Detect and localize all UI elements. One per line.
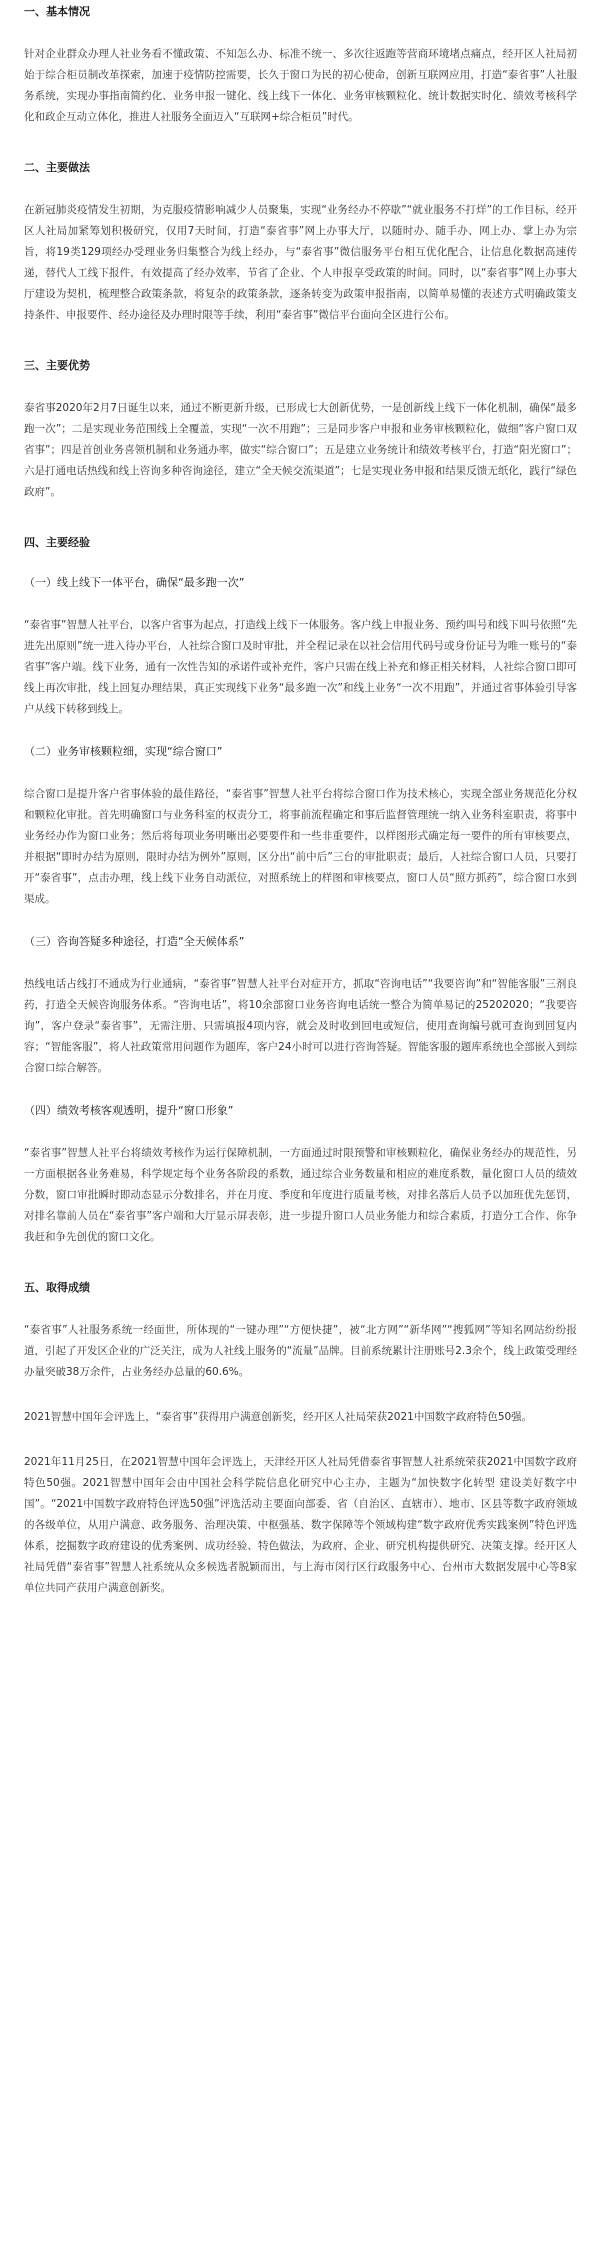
- section-heading-main-experience: 四、主要经验: [24, 536, 90, 549]
- main-advantages-paragraph: 泰省事2020年2月7日诞生以来，通过不断更新升级，已形成七大创新优势，一是创新线上线下一体化机制，确保“最多跑一次”；二是实现业务范围线上全覆盖，实现“一次不用跑”；三是同步客户申报和业务审核颗粒化，做细“客户窗口双省事”；四是首创业务喜领机制和业务通办率，做实“综合窗口”；五是建立业务统计和绩效考核平台，打造“阳光窗口”；六是打通电话热线和线上咨询多种咨询途径，建立“全天候交流渠道”；七是实现业务申报和结果反馈无纸化，践行“绿色政府”。: [24, 402, 577, 498]
- achievements-paragraph-3: 2021年11月25日，在2021智慧中国年会评选上，天津经开区人社局凭借泰省事智慧人社系统荣获2021中国数字政府特色50强。2021智慧中国年会由中国社会科学院信息化研究中心主办，主题为“加快数字化转型 建设美好数字中国”。“2021中国数字政府特色评选50强”评选活动主要面向部委、省（自治区、直辖市）、地市、区县等数字政府领域的各级单位，从用户满意、政务服务、治理决策、中枢强基、数字保障等个领域构建“数字政府优秀实践案例”特色评选体系，挖掘数字政府建设的优秀案例、成功经验、特色做法，为政府、企业、研究机构提供研究、决策支撑。经开区人社局凭借“泰省事”智慧人社系统从众多候选者脱颖而出，与上海市闵行区行政服务中心、台州市大数据发展中心等8家单位共同产获用户满意创新奖。: [24, 1456, 577, 1594]
- subsection-title-online-offline: （一）线上线下一体平台，确保“最多跑一次”: [24, 576, 245, 589]
- achievements-paragraph-1: “泰省事”人社服务系统一经面世，所体现的“一键办理”“方便快捷”，被“北方网”“新华网”“搜狐网”等知名网站纷纷报道，引起了开发区企业的广泛关注，成为人社线上服务的“流量”品牌。目前系统累计注册账号2.3余个，线上政策受理经办量突破38万余件，占业务经办总量的60.6%。: [24, 1324, 577, 1378]
- section-heading-achievements: 五、取得成绩: [24, 1281, 90, 1294]
- comprehensive-window-paragraph: 综合窗口是提升客户省事体验的最佳路径，“泰省事”智慧人社平台将综合窗口作为技术核心，实现全部业务规范化分权和颗粒化审批。首先明确窗口与业务科室的权责分工，将事前流程确定和事后监督管理统一纳入业务科室职责，将事中业务经办作为窗口业务；然后将每项业务明晰出必要要件和一些非重要件，以样图形式确定每一要件的所有审核要点，并根据“即时办结为原则，限时办结为例外”原则，区分出“前中后”三台的审批职责；最后，人社综合窗口人员，只要打开“泰省事”，点击办理，线上线下业务自动派位，对照系统上的样图和审核要点，窗口人员“照方抓药”，综合窗口水到渠成。: [24, 788, 577, 905]
- performance-paragraph: “泰省事”智慧人社平台将绩效考核作为运行保障机制，一方面通过时限预警和审核颗粒化，确保业务经办的规范性，另一方面根据各业务难易，科学规定每个业务各阶段的系数，通过综合业务数量和相应的难度系数，量化窗口人员的绩效分数，窗口审批瞬时即动态显示分数排名，并在月度、季度和年度进行质量考核，对排名落后人员予以加班优先惩罚，对排名靠前人员在“泰省事”客户端和大厅显示屏表彰，进一步提升窗口人员业务能力和综合素质，打造分工合作、你争我赶和争先创优的窗口文化。: [24, 1147, 577, 1243]
- subsection-title-comprehensive-window: （二）业务审核颗粒细，实现“综合窗口”: [24, 745, 223, 758]
- section-heading-main-advantages: 三、主要优势: [24, 359, 90, 372]
- section-heading-main-practices: 二、主要做法: [24, 161, 90, 174]
- online-offline-paragraph: “泰省事”智慧人社平台，以客户省事为起点，打造线上线下一体服务。客户线上申报业务、预约叫号和线下叫号依照“先进先出原则”统一进入待办平台，人社综合窗口及时审批，并全程记录在以社会信用代码号或身份证号为唯一账号的“泰省事”客户端。线下业务，通有一次性告知的承诺件或补充件，客户只需在线上补充和修正相关材料，人社综合窗口即可线上再次审批，线上回复办理结果，真正实现线下业务“最多跑一次”和线上业务“一次不用跑”，并通过省事体验引导客户从线下转移到线上。: [24, 619, 577, 715]
- achievements-paragraph-2: 2021智慧中国年会评选上，“泰省事”获得用户满意创新奖，经开区人社局荣获2021中国数字政府特色50强。: [24, 1411, 533, 1423]
- section-heading-basic-situation: 一、基本情况: [24, 5, 90, 18]
- main-practices-paragraph: 在新冠肺炎疫情发生初期，为克服疫情影响减少人员聚集，实现“业务经办不停歇”“就业服务不打烊”的工作目标，经开区人社局加紧筹划积极研究，仅用7天时间，打造“泰省事”网上办事大厅，以随时办、随手办、网上办、掌上办为宗旨，将19类129项经办受理业务归集整合为线上经办，与“泰省事”微信服务平台相互优化配合，让信息化数据高速传递，替代人工线下报件，有效提高了经办效率，节省了企业、个人申报享受政策的时间。同时，以“泰省事”网上办事大厅建设为契机，梳理整合政策条款，将复杂的政策条款，逐条转变为政策申报指南，以简单易懂的表述方式明确政策支持条件、申报要件、经办途径及办理时限等手续，利用“泰省事”微信平台面向全区进行公布。: [24, 204, 577, 321]
- consultation-paragraph: 热线电话占线打不通成为行业通病，“泰省事”智慧人社平台对症开方，抓取“咨询电话”“我要咨询”和“智能客服”三剂良药，打造全天候咨询服务体系。“咨询电话”，将10余部窗口业务咨询电话统一整合为简单易记的25202020；“我要咨询”，客户登录“泰省事”，无需注册、只需填报4项内容，就会及时收到回电或短信，使用查询编号就可查询到回复内容；“智能客服”，将人社政策常用问题作为题库，客户24小时可以进行咨询答疑。智能客服的题库系统也全部嵌入到综合窗口综合解答。: [24, 978, 577, 1074]
- subsection-title-performance: （四）绩效考核客观透明，提升“窗口形象”: [24, 1104, 234, 1117]
- subsection-title-consultation: （三）咨询答疑多种途径，打造“全天候体系”: [24, 935, 245, 948]
- basic-situation-paragraph: 针对企业群众办理人社业务看不懂政策、不知怎么办、标准不统一、多次往返跑等营商环境堵点痛点，经开区人社局初始于综合柜员制改革探索，加速于疫情防控需要，长久于窗口为民的初心使命，创新互联网应用，打造“泰省事”人社服务系统，实现办事指南简约化、业务申报一键化、线上线下一体化、业务审核颗粒化、统计数据实时化、绩效考核科学化和政企互动立体化，推进人社服务全面迈入“互联网+综合柜员”时代。: [24, 48, 577, 123]
